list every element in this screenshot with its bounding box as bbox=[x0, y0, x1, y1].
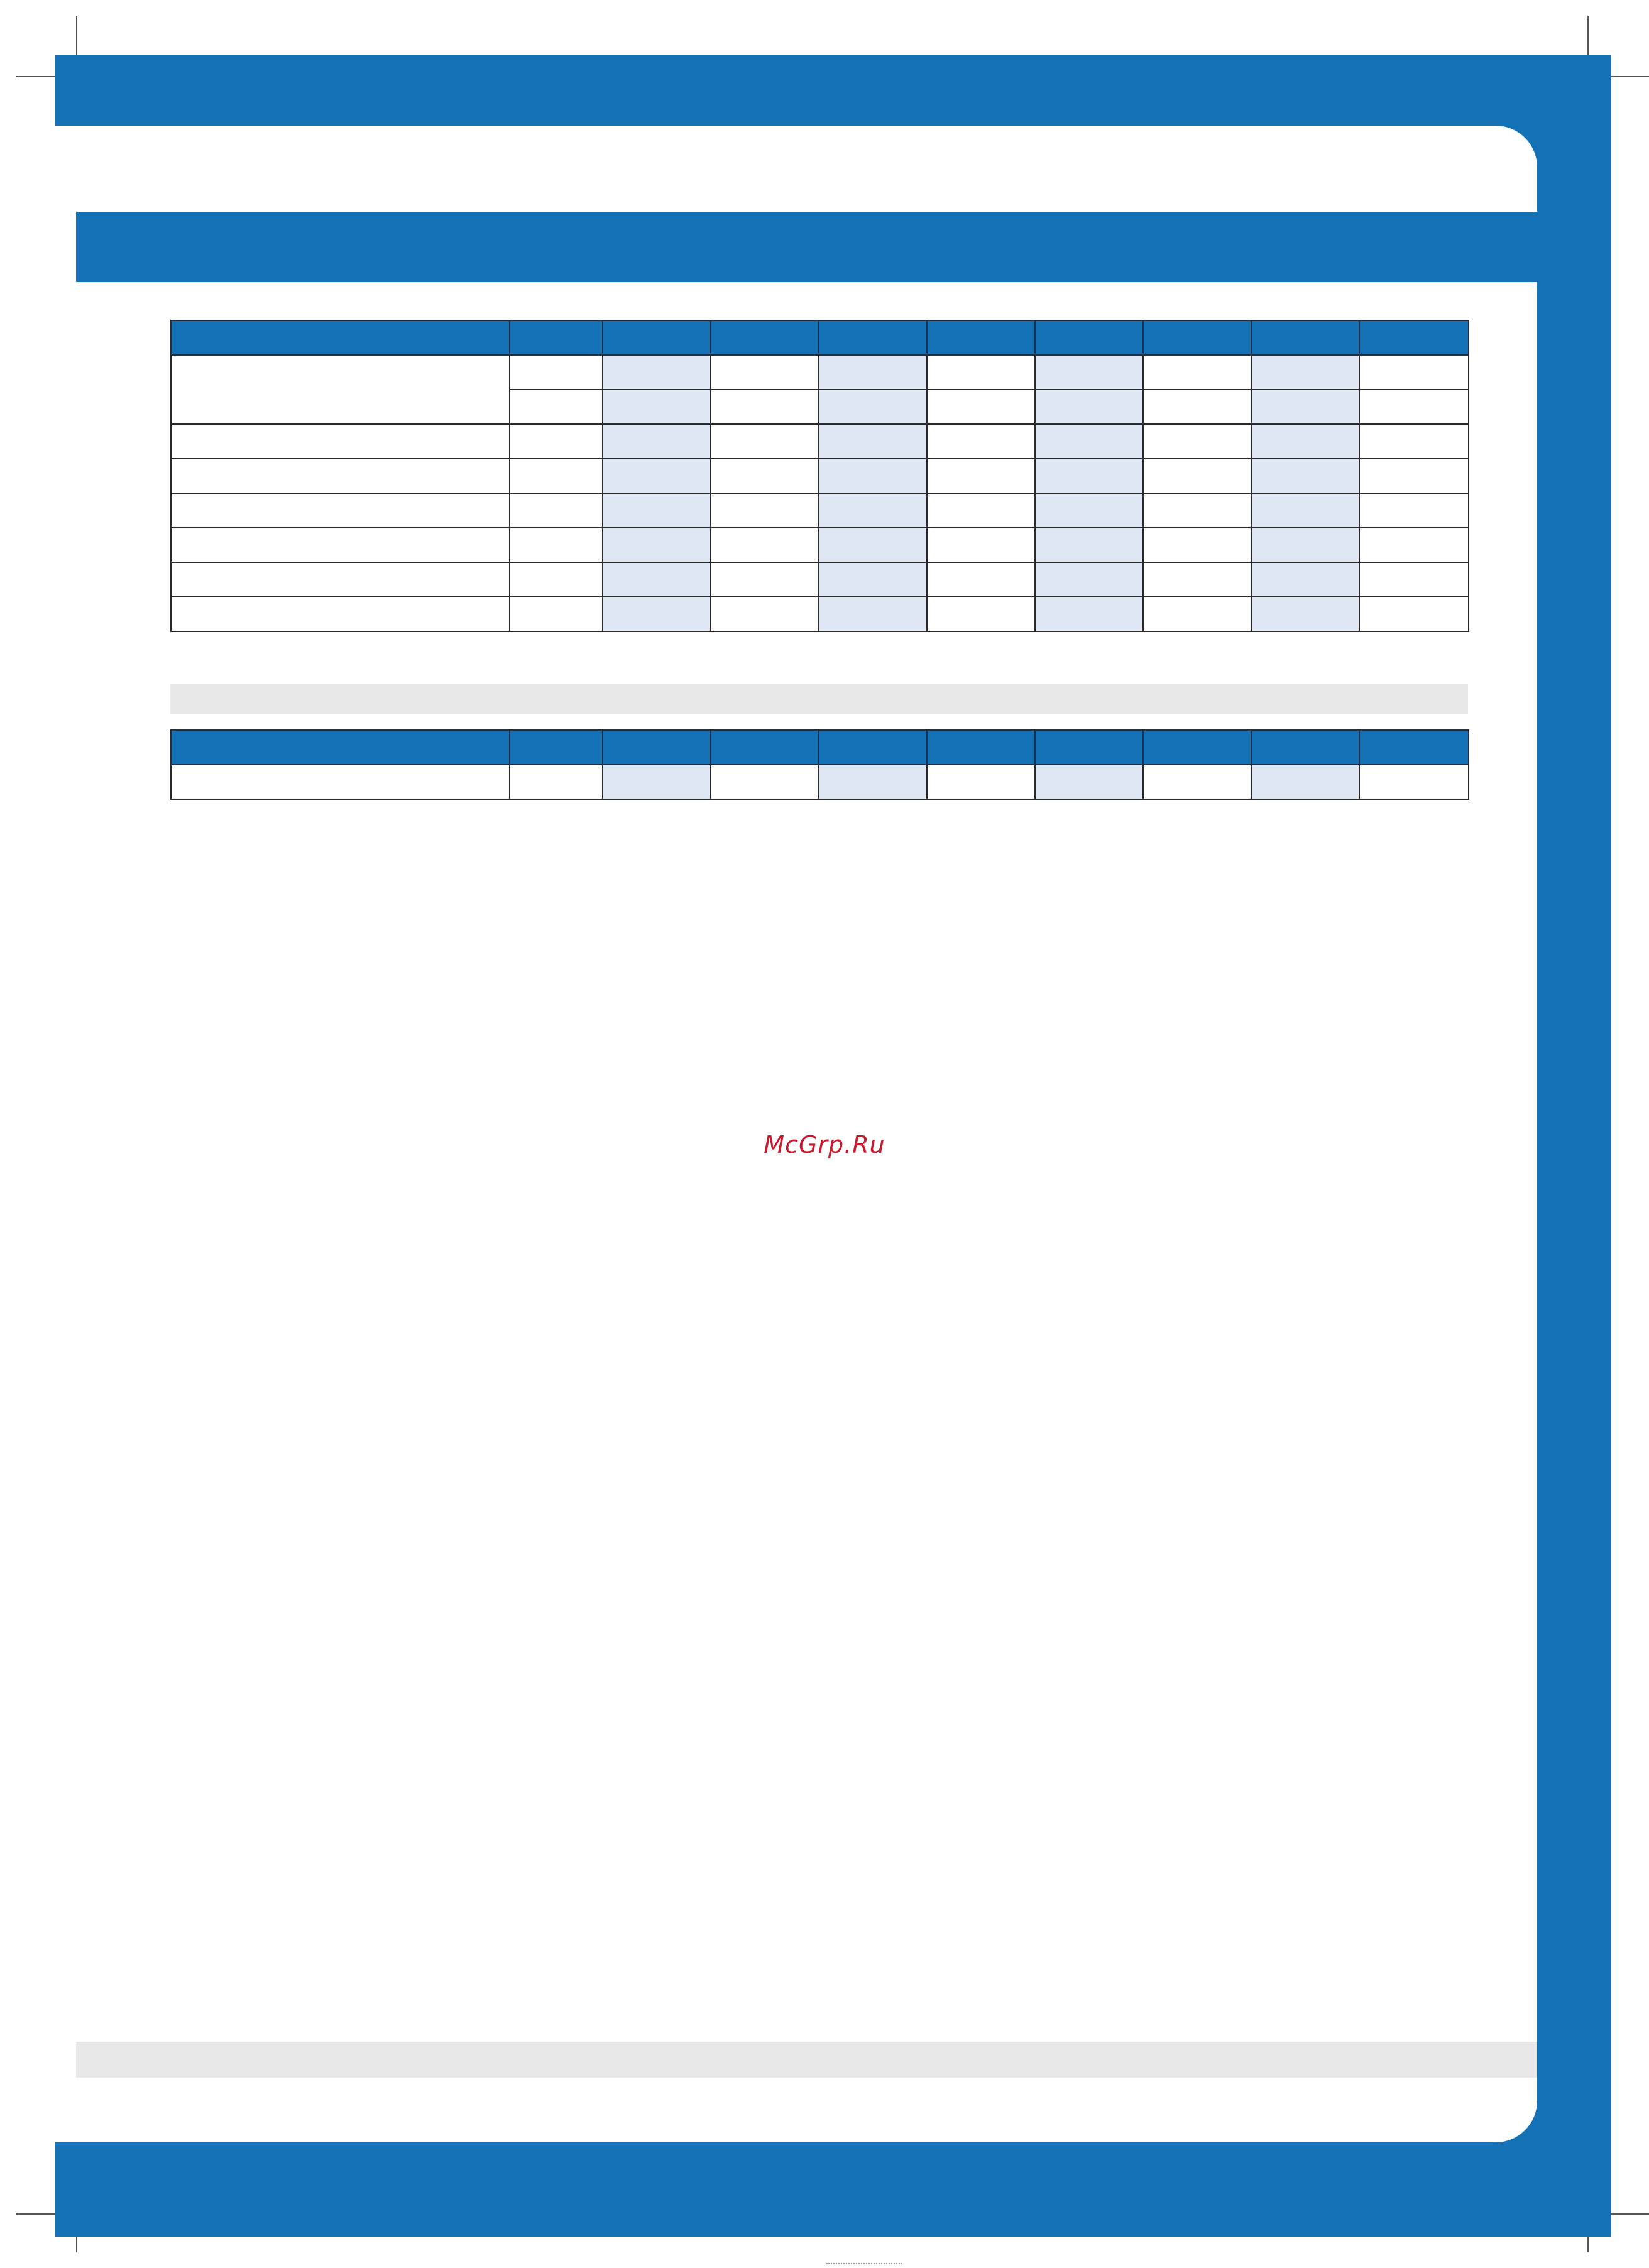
table-row bbox=[171, 562, 1469, 597]
table-header-row bbox=[171, 730, 1469, 765]
table-row bbox=[171, 424, 1469, 459]
table-row bbox=[171, 597, 1469, 631]
table-row bbox=[171, 493, 1469, 528]
footer-strip bbox=[76, 2042, 1537, 2078]
spec-table-secondary bbox=[170, 729, 1469, 800]
crop-mark-bottom-right-h bbox=[1611, 2213, 1649, 2215]
crop-mark-top-left-h bbox=[16, 76, 56, 77]
table-header-row bbox=[171, 320, 1469, 355]
title-bar bbox=[76, 212, 1537, 282]
row-label-cell bbox=[171, 355, 510, 424]
table-row bbox=[171, 528, 1469, 562]
table-row bbox=[171, 459, 1469, 493]
watermark-text: McGrp.Ru bbox=[764, 1131, 885, 1159]
section-strip bbox=[170, 684, 1468, 714]
spec-table-main bbox=[170, 320, 1469, 632]
crop-mark-top-right-h bbox=[1611, 76, 1649, 77]
crop-mark-bottom-left-h bbox=[16, 2213, 56, 2215]
table-row bbox=[171, 355, 1469, 390]
table-row bbox=[171, 765, 1469, 799]
bottom-registration-mark bbox=[826, 2263, 902, 2267]
